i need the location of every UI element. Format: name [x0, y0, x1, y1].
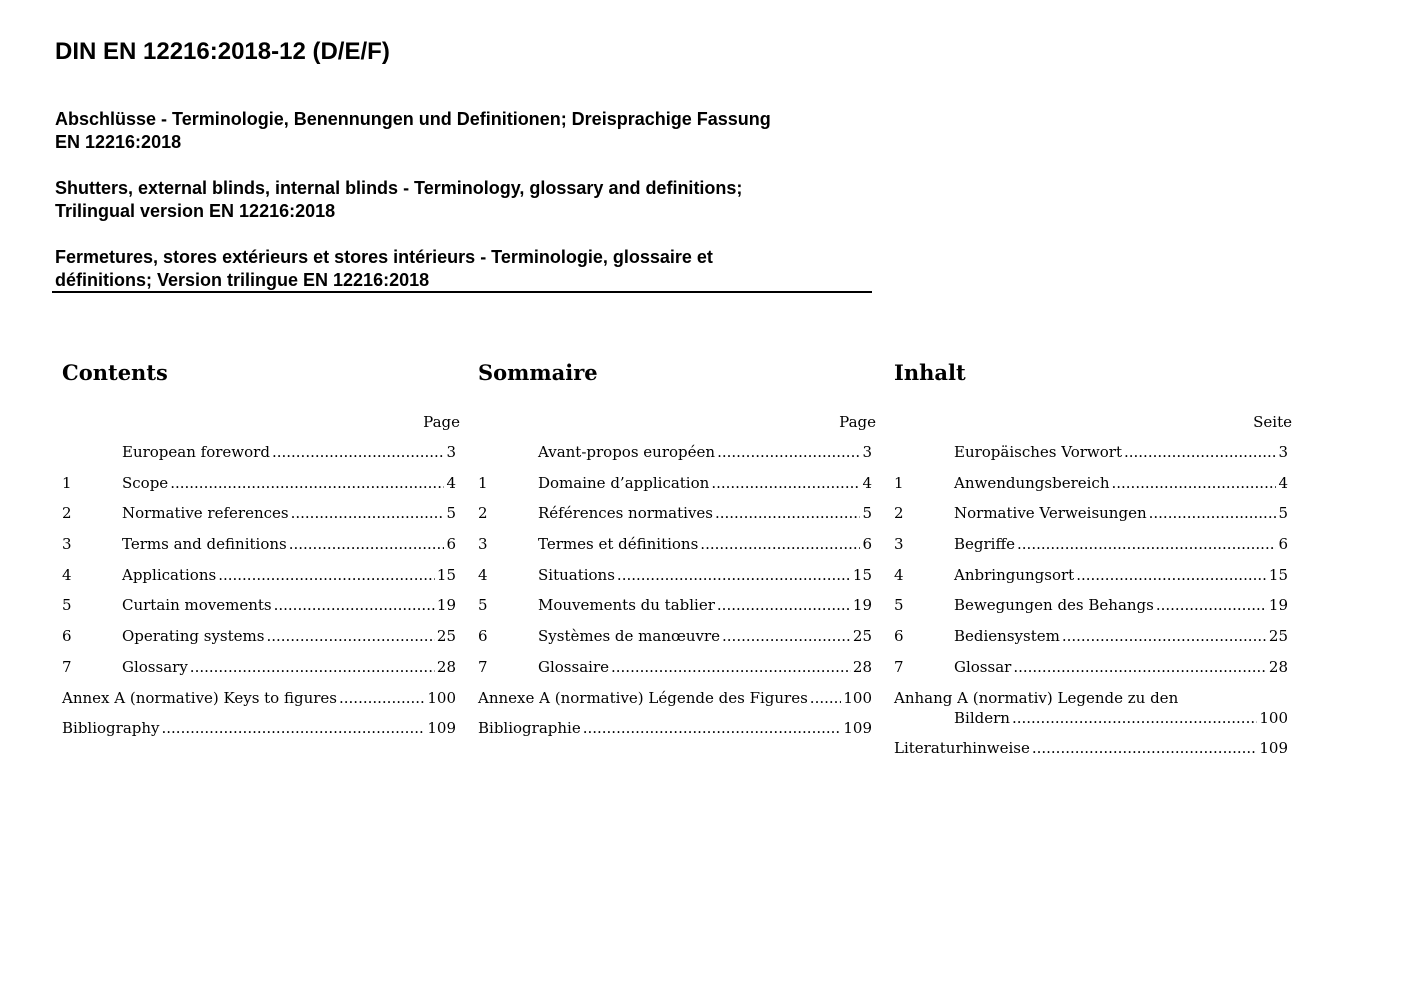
toc-entry-page: 3 [862, 443, 872, 461]
toc-entry-title: Situations [538, 565, 615, 584]
dot-leader [170, 473, 444, 493]
toc-entry-number: 4 [478, 565, 488, 584]
dot-leader [1149, 503, 1277, 523]
toc-entry[interactable] [62, 473, 456, 504]
toc-entry-page: 4 [446, 473, 456, 492]
toc-entry-title: Termes et définitions [538, 535, 699, 554]
toc-entry[interactable] [478, 688, 872, 719]
title-french [55, 246, 872, 292]
toc-entry-title: Anbringungsort [954, 565, 1075, 584]
dot-leader [291, 503, 445, 523]
document-id: DIN EN 12216:2018-12 (D/E/F) [55, 38, 390, 65]
toc-entry[interactable] [478, 595, 872, 626]
toc-entry-title: Glossaire [538, 657, 609, 676]
toc-entry-page: 25 [436, 627, 456, 646]
toc-entry-page: 109 [843, 719, 872, 738]
toc-entry-title: Curtain movements [122, 596, 272, 615]
dot-leader [1076, 565, 1267, 585]
page-column-label: Seite [1253, 413, 1292, 431]
dot-leader [717, 442, 860, 462]
dot-leader [289, 534, 445, 554]
title-german [55, 108, 872, 154]
document-header [55, 36, 872, 292]
page-column-label: Page [423, 413, 460, 431]
toc-entry[interactable] [894, 626, 1288, 657]
toc-french [478, 358, 876, 749]
toc-entry[interactable] [894, 738, 1288, 769]
toc-entry[interactable] [894, 442, 1288, 473]
toc-entry-number: 5 [62, 596, 72, 615]
toc-heading: Sommaire [478, 360, 598, 385]
dot-leader [583, 718, 842, 738]
toc-entry[interactable] [894, 595, 1288, 626]
title-french-line-2: définitions; Version trilingue EN 12216:2018 [55, 270, 430, 290]
toc-entry-title: Literaturhinweise [894, 739, 1030, 758]
toc-entry[interactable] [894, 534, 1288, 565]
toc-entry-title: European foreword [122, 443, 270, 461]
toc-entry-title: Bewegungen des Behangs [954, 596, 1154, 615]
toc-entry-page: 25 [1268, 627, 1288, 646]
dot-leader [1156, 595, 1267, 615]
toc-entry-page: 15 [852, 565, 872, 584]
toc-entry-title: Bibliographie [478, 719, 581, 738]
toc-entry-number: 5 [894, 596, 904, 615]
toc-heading: Contents [62, 360, 168, 385]
toc-entry-title: Bibliography [62, 719, 160, 738]
toc-entry[interactable] [62, 565, 456, 596]
dot-leader [339, 688, 425, 708]
toc-entry-title: Begriffe [954, 535, 1016, 554]
toc-entry-title: Applications [122, 565, 217, 584]
title-english-line-2: Trilingual version EN 12216:2018 [55, 201, 336, 221]
title-german-line-2: EN 12216:2018 [55, 132, 182, 152]
toc-entry-page: 15 [436, 565, 456, 584]
toc-entry-title: Normative Verweisungen [954, 504, 1147, 523]
page-column-label: Page [839, 413, 876, 431]
toc-entry-number: 6 [478, 627, 488, 646]
toc-entry-page: 19 [852, 596, 872, 615]
toc-entry[interactable] [894, 657, 1288, 688]
toc-entry-number: 2 [62, 504, 72, 523]
toc-entry-title: Scope [122, 473, 169, 492]
toc-entry[interactable] [478, 657, 872, 688]
toc-entry[interactable] [62, 534, 456, 565]
dot-leader [1012, 708, 1257, 728]
toc-entry-title: Anwendungsbereich [954, 473, 1110, 492]
toc-entry[interactable] [478, 473, 872, 504]
toc-entry-number: 2 [894, 504, 904, 523]
dot-leader [711, 473, 860, 493]
dot-leader [611, 657, 851, 677]
toc-entry[interactable] [894, 503, 1288, 534]
toc-entry-title: Annex A (normative) Keys to figures [62, 688, 337, 707]
toc-entry-page: 5 [862, 504, 872, 523]
toc-entry[interactable] [62, 657, 456, 688]
toc-entry[interactable] [894, 565, 1288, 596]
toc-entry-title: Glossary [122, 657, 188, 676]
toc-entry-number: 3 [894, 535, 904, 554]
dot-leader [266, 626, 434, 646]
title-french-line-1: Fermetures, stores extérieurs et stores intérieurs - Terminologie, glossaire et [55, 247, 713, 267]
toc-entry-number: 6 [894, 627, 904, 646]
toc-entry-page: 6 [1278, 535, 1288, 554]
toc-entry-title: Avant-propos européen [538, 443, 716, 461]
toc-entry-number: 7 [478, 657, 488, 676]
toc-english [62, 358, 460, 749]
toc-entry-page: 4 [1278, 473, 1288, 492]
dot-leader [272, 442, 445, 462]
toc-entry-number: 6 [62, 627, 72, 646]
toc-entry-page: 109 [427, 719, 456, 738]
toc-entry-title: Operating systems [122, 627, 265, 646]
toc-entry-page: 4 [862, 473, 872, 492]
toc-entry-title: Références normatives [538, 504, 713, 523]
toc-entry-title: Domaine d’application [538, 473, 710, 492]
toc-entry-title-cont: Bildern [954, 708, 1010, 727]
toc-entry-page: 100 [843, 688, 872, 707]
toc-entry-page: 3 [446, 443, 456, 461]
toc-entry-number: 1 [894, 473, 904, 492]
toc-entry-number: 1 [478, 473, 488, 492]
toc-entry-page: 19 [1268, 596, 1288, 615]
header-divider [52, 291, 872, 293]
toc-entry-page: 15 [1268, 565, 1288, 584]
toc-entry-page: 28 [852, 657, 872, 676]
toc-entry-title: Mouvements du tablier [538, 596, 715, 615]
toc-entry[interactable] [478, 565, 872, 596]
toc-entry-number: 4 [62, 565, 72, 584]
toc-entry-number: 3 [62, 535, 72, 554]
dot-leader [1032, 738, 1258, 758]
toc-entry-number: 7 [62, 657, 72, 676]
toc-entry[interactable] [894, 473, 1288, 504]
dot-leader [722, 626, 851, 646]
toc-entry-page: 100 [427, 688, 456, 707]
dot-leader [617, 565, 851, 585]
toc-entry-number: 2 [478, 504, 488, 523]
toc-entry[interactable] [894, 688, 1288, 739]
toc-list [62, 442, 456, 749]
toc-entry-title-continued [894, 708, 1288, 728]
toc-list [478, 442, 872, 749]
toc-entry-number: 1 [62, 473, 72, 492]
toc-entry-page: 6 [446, 535, 456, 554]
dot-leader [218, 565, 435, 585]
dot-leader [1062, 626, 1267, 646]
dot-leader [717, 595, 851, 615]
dot-leader [162, 718, 426, 738]
toc-entry-title: Normative references [122, 504, 289, 523]
dot-leader [274, 595, 435, 615]
toc-entry-title: Europäisches Vorwort [954, 443, 1122, 461]
dot-leader [1111, 473, 1276, 493]
toc-entry-page: 109 [1259, 739, 1288, 758]
dot-leader [1124, 442, 1276, 462]
toc-entry[interactable] [62, 688, 456, 719]
toc-entry[interactable] [62, 503, 456, 534]
toc-entry-title: Anhang A (normativ) Legende zu den [894, 688, 1179, 707]
toc-entry-page: 6 [862, 535, 872, 554]
toc-entry[interactable] [478, 718, 872, 749]
toc-entry[interactable] [62, 595, 456, 626]
title-german-line-1: Abschlüsse - Terminologie, Benennungen und Definitionen; Dreisprachige Fassung [55, 109, 771, 129]
dot-leader [810, 688, 842, 708]
toc-entry-title: Bediensystem [954, 627, 1060, 646]
toc-entry[interactable] [478, 626, 872, 657]
toc-entry-page: 5 [1278, 504, 1288, 523]
toc-entry-page: 5 [446, 504, 456, 523]
toc-entry-title: Glossar [954, 657, 1012, 676]
toc-entry-page: 3 [1278, 443, 1288, 461]
toc-entry-page: 100 [1259, 708, 1288, 727]
toc-heading: Inhalt [894, 360, 966, 385]
title-english [55, 177, 872, 223]
toc-entry-number: 4 [894, 565, 904, 584]
title-english-line-1: Shutters, external blinds, internal blinds - Terminology, glossary and definitions; [55, 178, 743, 198]
toc-entry[interactable] [62, 442, 456, 473]
dot-leader [715, 503, 860, 523]
toc-entry-title: Systèmes de manœuvre [538, 627, 721, 646]
dot-leader [700, 534, 860, 554]
toc-entry[interactable] [62, 626, 456, 657]
toc-entry-number: 7 [894, 657, 904, 676]
toc-entry-title: Terms and definitions [122, 535, 287, 554]
toc-entry-page: 28 [1268, 657, 1288, 676]
toc-entry[interactable] [62, 718, 456, 749]
toc-entry[interactable] [478, 442, 872, 473]
toc-entry-title: Annexe A (normative) Légende des Figures [478, 688, 808, 707]
dot-leader [1013, 657, 1267, 677]
toc-entry-number: 5 [478, 596, 488, 615]
toc-german [894, 358, 1292, 769]
toc-entry-number: 3 [478, 535, 488, 554]
toc-entry-page: 19 [436, 596, 456, 615]
dot-leader [190, 657, 435, 677]
toc-entry-page: 25 [852, 627, 872, 646]
dot-leader [1017, 534, 1276, 554]
toc-list [894, 442, 1288, 769]
toc-entry[interactable] [478, 503, 872, 534]
toc-entry-page: 28 [436, 657, 456, 676]
toc-entry[interactable] [478, 534, 872, 565]
